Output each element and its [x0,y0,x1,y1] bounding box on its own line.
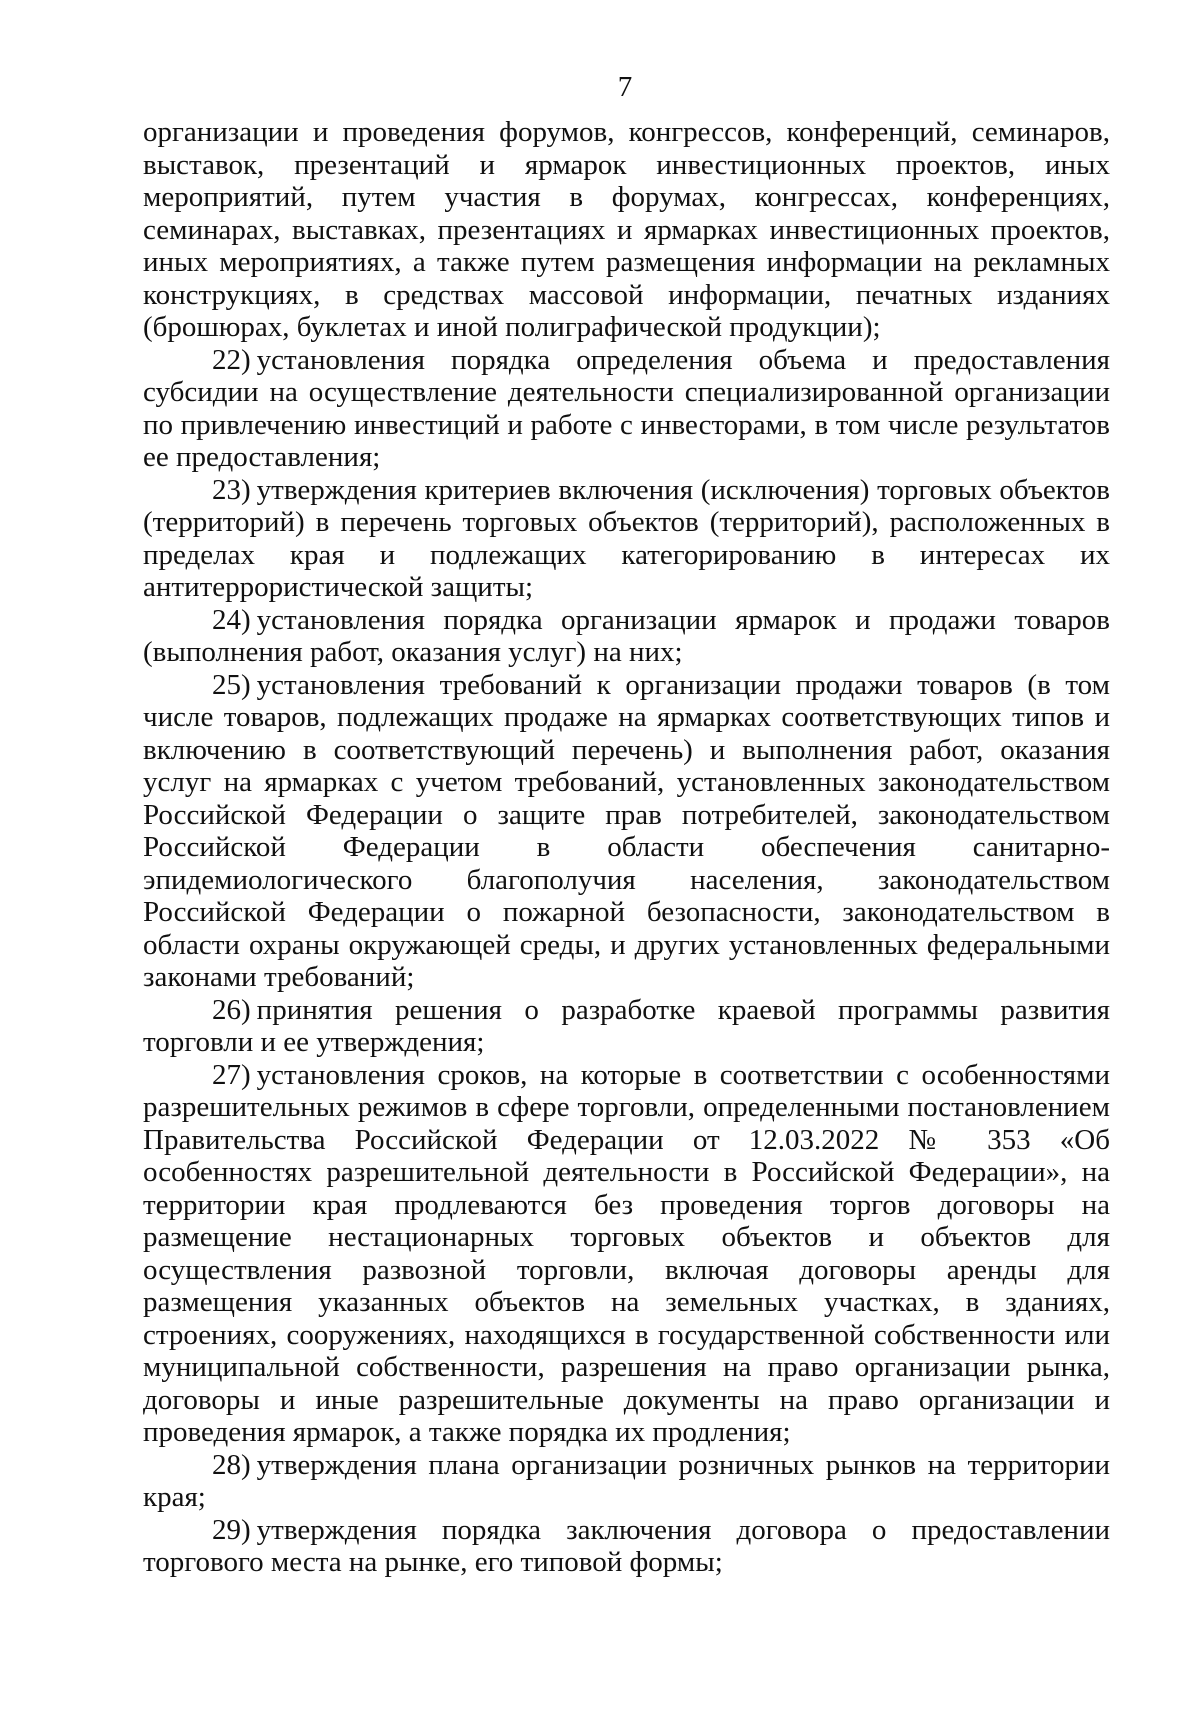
item-text: принятия решения о разработке краевой программы развития торговли и ее утверждения; [143,993,1110,1058]
document-body [143,116,1110,1579]
list-item-26 [143,994,1110,1059]
item-text: установления порядка организации ярмарок и продажи товаров (выполнения работ, оказания услуг) на них; [143,603,1110,668]
item-text: утверждения критериев включения (исключения) торговых объектов (территорий) в перечень торговых объектов (территорий), расположенных в пределах края и подлежащих категорированию в интересах их антитеррористической защиты; [143,473,1110,603]
item-text: утверждения порядка заключения договора о предоставлении торгового места на рынке, его типовой формы; [143,1513,1110,1578]
list-item-27 [143,1059,1110,1449]
list-item-25 [143,669,1110,994]
item-text: установления требований к организации продажи товаров (в том числе товаров, подлежащих продаже на ярмарках соответствующих типов и включению в соответствующий перечень) и выполнения работ, оказания услуг на ярмарках с учетом требований, установленных законодательством Российской Федерации о защите прав потребителей, законодательством Российской Федерации в области обеспечения санитарно-эпидемиологического благополучия населения, законодательством Российской Федерации о пожарной безопасности, законодательством в области охраны окружающей среды, и других установленных федеральными законами требований; [143,668,1110,993]
item-number: 23) [212,473,251,506]
item-number: 28) [212,1448,251,1481]
list-item-28 [143,1449,1110,1514]
item-number: 24) [212,603,251,636]
list-item-22 [143,344,1110,474]
page-number: 7 [617,71,633,103]
item-number: 25) [212,668,251,701]
list-item-29 [143,1514,1110,1579]
item-text: установления сроков, на которые в соответствии с особенностями разрешительных режимов в сфере торговли, определенными постановлением Правительства Российской Федерации от 12.03.2022 № 353 «Об особенностях разрешительной деятельности в Российской Федерации», на территории края продлеваются без проведения торгов договоры на размещение нестационарных торговых объектов и объектов для осуществления развозной торговли, включая договоры аренды для размещения указанных объектов на земельных участках, в зданиях, строениях, сооружениях, находящихся в государственной собственности или муниципальной собственности, разрешения на право организации рынка, договоры и иные разрешительные документы на право организации и проведения ярмарок, а также порядка их продления; [143,1058,1110,1448]
item-number: 26) [212,993,251,1026]
item-text: установления порядка определения объема и предоставления субсидии на осуществление деятельности специализированной организации по привлечению инвестиций и работе с инвесторами, в том числе результатов ее предоставления; [143,343,1110,473]
list-item-23 [143,474,1110,604]
list-item-24 [143,604,1110,669]
paragraph-continuation [143,116,1110,344]
item-number: 29) [212,1513,251,1546]
paragraph-text: организации и проведения форумов, конгрессов, конференций, семинаров, выставок, презентаций и ярмарок инвестиционных проектов, иных мероприятий, путем участия в форумах, конгрессах, конференциях, семинарах, выставках, презентациях и ярмарках инвестиционных проектов, иных мероприятиях, а также путем размещения информации на рекламных конструкциях, в средствах массовой информации, печатных изданиях (брошюрах, буклетах и иной полиграфической продукции); [143,116,1110,343]
item-text: утверждения плана организации розничных рынков на территории края; [143,1448,1110,1513]
item-number: 27) [212,1058,251,1091]
item-number: 22) [212,343,251,376]
